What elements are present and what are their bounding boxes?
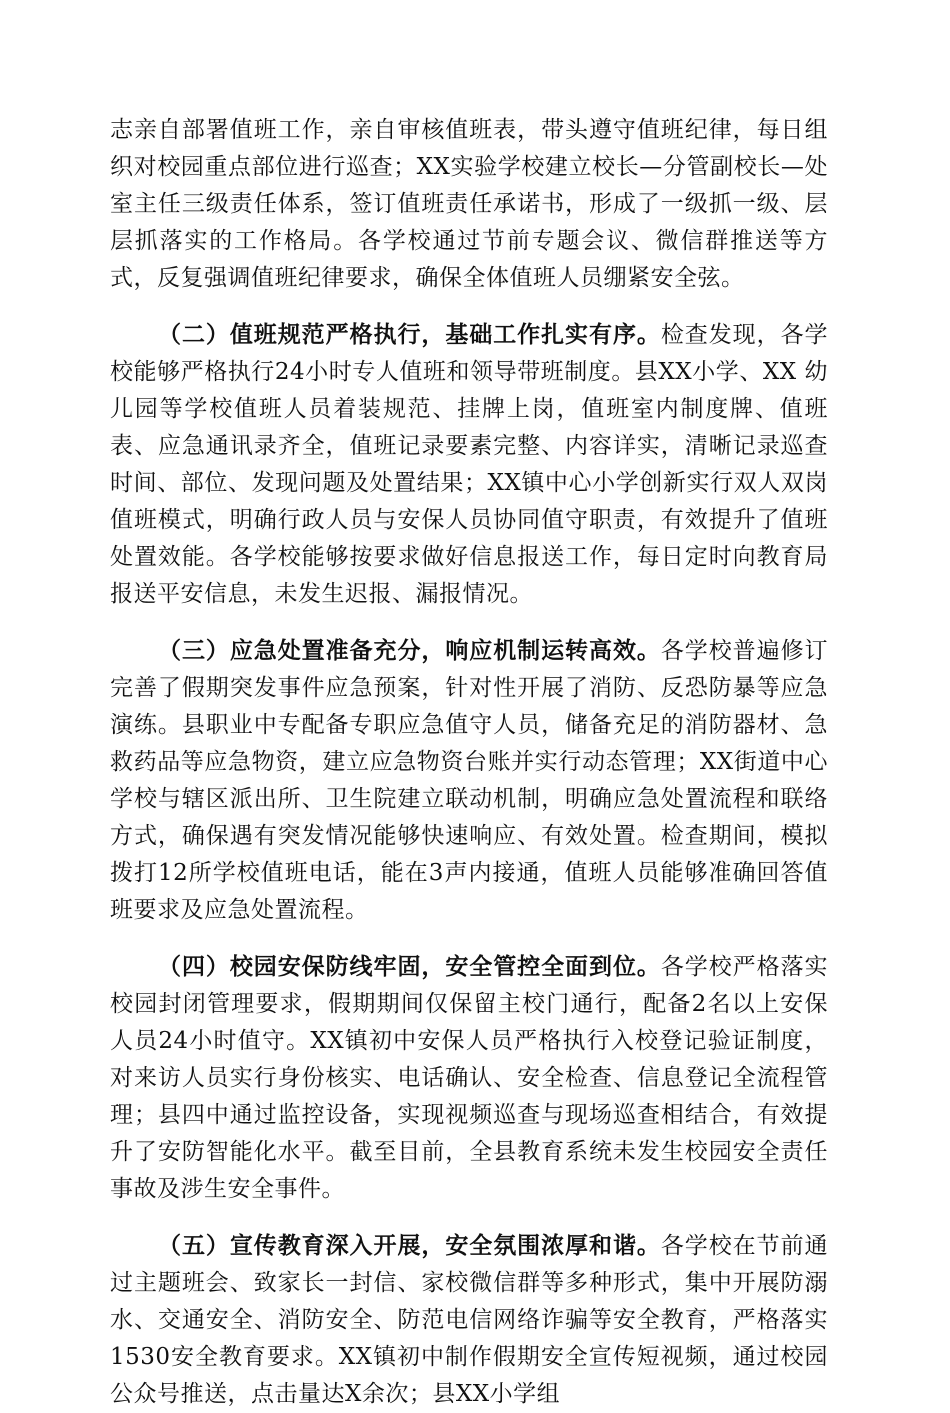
section-heading: （三）应急处置准备充分，响应机制运转高效。 [158,638,661,664]
paragraph-body: 志亲自部署值班工作，亲自审核值班表，带头遵守值班纪律，每日组织对校园重点部位进行巡查；XX实验学校建立校长—分管副校长—处室主任三级责任体系，签订值班责任承诺书，形成了一级抓一级、层层抓落实的工作格局。各学校通过节前专题会议、微信群推送等方式，反复强调值班纪律要求，确保全体值班人员绷紧安全弦。 [110,117,828,291]
paragraph-section-3 [110,633,828,929]
section-heading: （五）宣传教育深入开展，安全氛围浓厚和谐。 [158,1233,661,1259]
paragraph-body: 各学校严格落实校园封闭管理要求，假期期间仅保留主校门通行，配备2名以上安保人员24小时值守。XX镇初中安保人员严格执行入校登记验证制度，对来访人员实行身份核实、电话确认、安全检查、信息登记全流程管理；县四中通过监控设备，实现视频巡查与现场巡查相结合，有效提升了安防智能化水平。截至目前，全县教育系统未发生校园安全责任事故及涉生安全事件。 [110,954,829,1202]
paragraph-body: 各学校普遍修订完善了假期突发事件应急预案，针对性开展了消防、反恐防暴等应急演练。县职业中专配备专职应急值守人员，储备充足的消防器材、急救药品等应急物资，建立应急物资台账并实行动态管理；XX街道中心学校与辖区派出所、卫生院建立联动机制，明确应急处置流程和联络方式，确保遇有突发情况能够快速响应、有效处置。检查期间，模拟拨打12所学校值班电话，能在3声内接通，值班人员能够准确回答值班要求及应急处置流程。 [110,638,829,923]
paragraph-continuation [110,112,828,297]
paragraph-body: 检查发现，各学校能够严格执行24小时专人值班和领导带班制度。县XX小学、XX 幼儿园等学校值班人员着装规范、挂牌上岗，值班室内制度牌、值班表、应急通讯录齐全，值班记录要素完整、内容详实，清晰记录巡查时间、部位、发现问题及处置结果；XX镇中心小学创新实行双人双岗值班模式，明确行政人员与安保人员协同值守职责，有效提升了值班处置效能。各学校能够按要求做好信息报送工作，每日定时向教育局报送平安信息，未发生迟报、漏报情况。 [110,322,829,607]
paragraph-section-4 [110,949,828,1208]
section-heading: （二）值班规范严格执行，基础工作扎实有序。 [158,322,661,348]
paragraph-body: 各学校在节前通过主题班会、致家长一封信、家校微信群等多种形式，集中开展防溺水、交通安全、消防安全、防范电信网络诈骗等安全教育，严格落实1530安全教育要求。XX镇初中制作假期安全宣传短视频，通过校园公众号推送，点击量达X余次；县XX小学组 [110,1233,829,1407]
paragraph-section-2 [110,317,828,613]
paragraph-section-5 [110,1228,828,1413]
section-heading: （四）校园安保防线牢固，安全管控全面到位。 [158,954,661,980]
